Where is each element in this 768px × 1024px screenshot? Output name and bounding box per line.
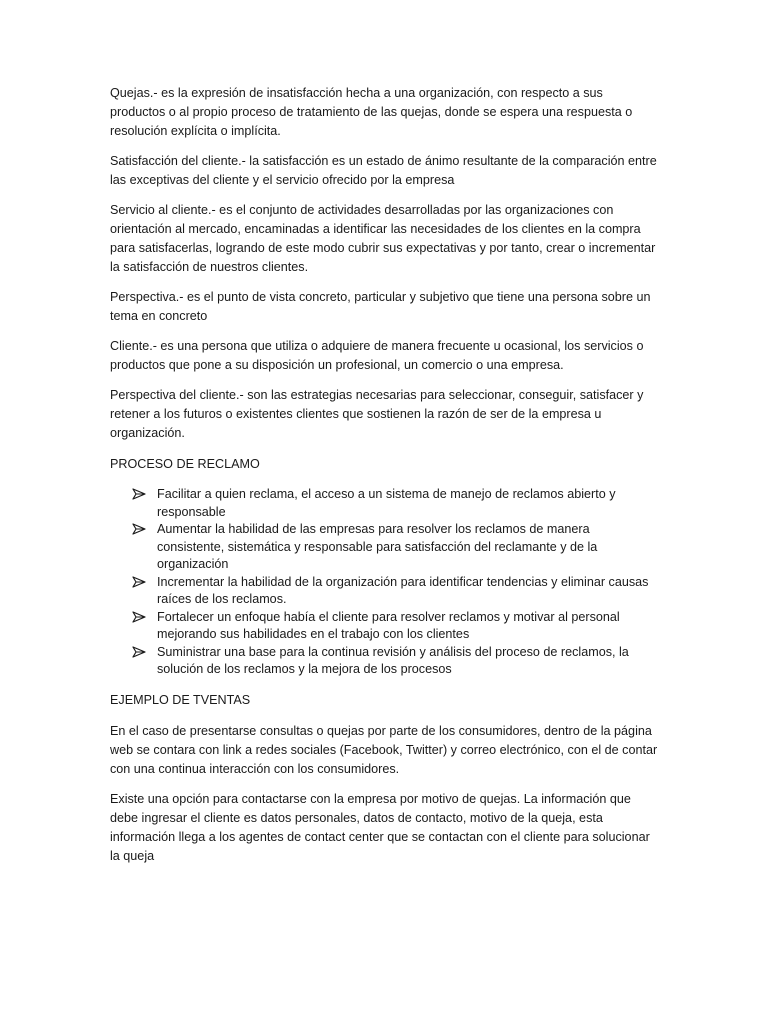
definition-perspectiva: Perspectiva.- es el punto de vista concreto, particular y subjetivo que tiene una persona sobre un tema en concreto [110,290,651,323]
list-item [132,486,660,521]
list-item [132,609,660,644]
reclamo-bullet-list [110,486,660,679]
list-item [132,644,660,679]
list-item [132,574,660,609]
ejemplo-paragraph-opcion-contacto: Existe una opción para contactarse con la empresa por motivo de quejas. La información que debe ingresar el cliente es datos personales, datos de contacto, motivo de la queja, esta información llega a los agentes de contact center que se contactan con el cliente para solucionar la queja [110,791,650,863]
section-heading-ejemplo-tventas: EJEMPLO DE TVENTAS [110,692,251,707]
document-page [110,84,660,877]
list-item-text: Incrementar la habilidad de la organización para identificar tendencias y eliminar causas raíces de los reclamos. [157,574,649,606]
definition-cliente: Cliente.- es una persona que utiliza o adquiere de manera frecuente u ocasional, los servicios o productos que pone a su disposición un profesional, un comercio o una empresa. [110,339,644,372]
arrow-bullet-icon [132,611,146,623]
definition-perspectiva-cliente: Perspectiva del cliente.- son las estrategias necesarias para seleccionar, conseguir, satisfacer y retener a los futuros o existentes clientes que sostienen la razón de ser de la empresa u organización. [110,388,644,440]
definition-quejas: Quejas.- es la expresión de insatisfacción hecha a una organización, con respecto a sus productos o al propio proceso de tratamiento de las quejas, donde se espera una respuesta o resolución explícita o implícita. [110,86,633,138]
list-item-text: Fortalecer un enfoque había el cliente para resolver reclamos y motivar al personal mejorando sus habilidades en el trabajo con los clientes [157,609,620,641]
arrow-bullet-icon [132,646,146,658]
list-item [132,521,660,574]
arrow-bullet-icon [132,488,146,500]
definition-servicio-cliente: Servicio al cliente.- es el conjunto de actividades desarrolladas por las organizaciones con orientación al mercado, encaminadas a identificar las necesidades de los clientes en la compra para satisfacerlas, logrando de este modo cubrir sus expectativas y por tanto, crear o incrementar la satisfacción de nuestros clientes. [110,203,656,274]
list-item-text: Facilitar a quien reclama, el acceso a un sistema de manejo de reclamos abierto y responsable [157,487,616,519]
definition-satisfaccion-cliente: Satisfacción del cliente.- la satisfacción es un estado de ánimo resultante de la comparación entre las exceptivas del cliente y el servicio ofrecido por la empresa [110,154,657,187]
section-heading-proceso-reclamo: PROCESO DE RECLAMO [110,457,260,471]
list-item-text: Aumentar la habilidad de las empresas para resolver los reclamos de manera consistente, sistemática y responsable para satisfacción del reclamante y de la organización [157,522,598,571]
arrow-bullet-icon [132,576,146,588]
ejemplo-paragraph-consultas: En el caso de presentarse consultas o quejas por parte de los consumidores, dentro de la página web se contara con link a redes sociales (Facebook, Twitter) y correo electrónico, con el de contar con una continua interacción con los consumidores. [110,723,658,776]
list-item-text: Suministrar una base para la continua revisión y análisis del proceso de reclamos, la solución de los reclamos y la mejora de los procesos [157,644,629,676]
arrow-bullet-icon [132,523,146,535]
